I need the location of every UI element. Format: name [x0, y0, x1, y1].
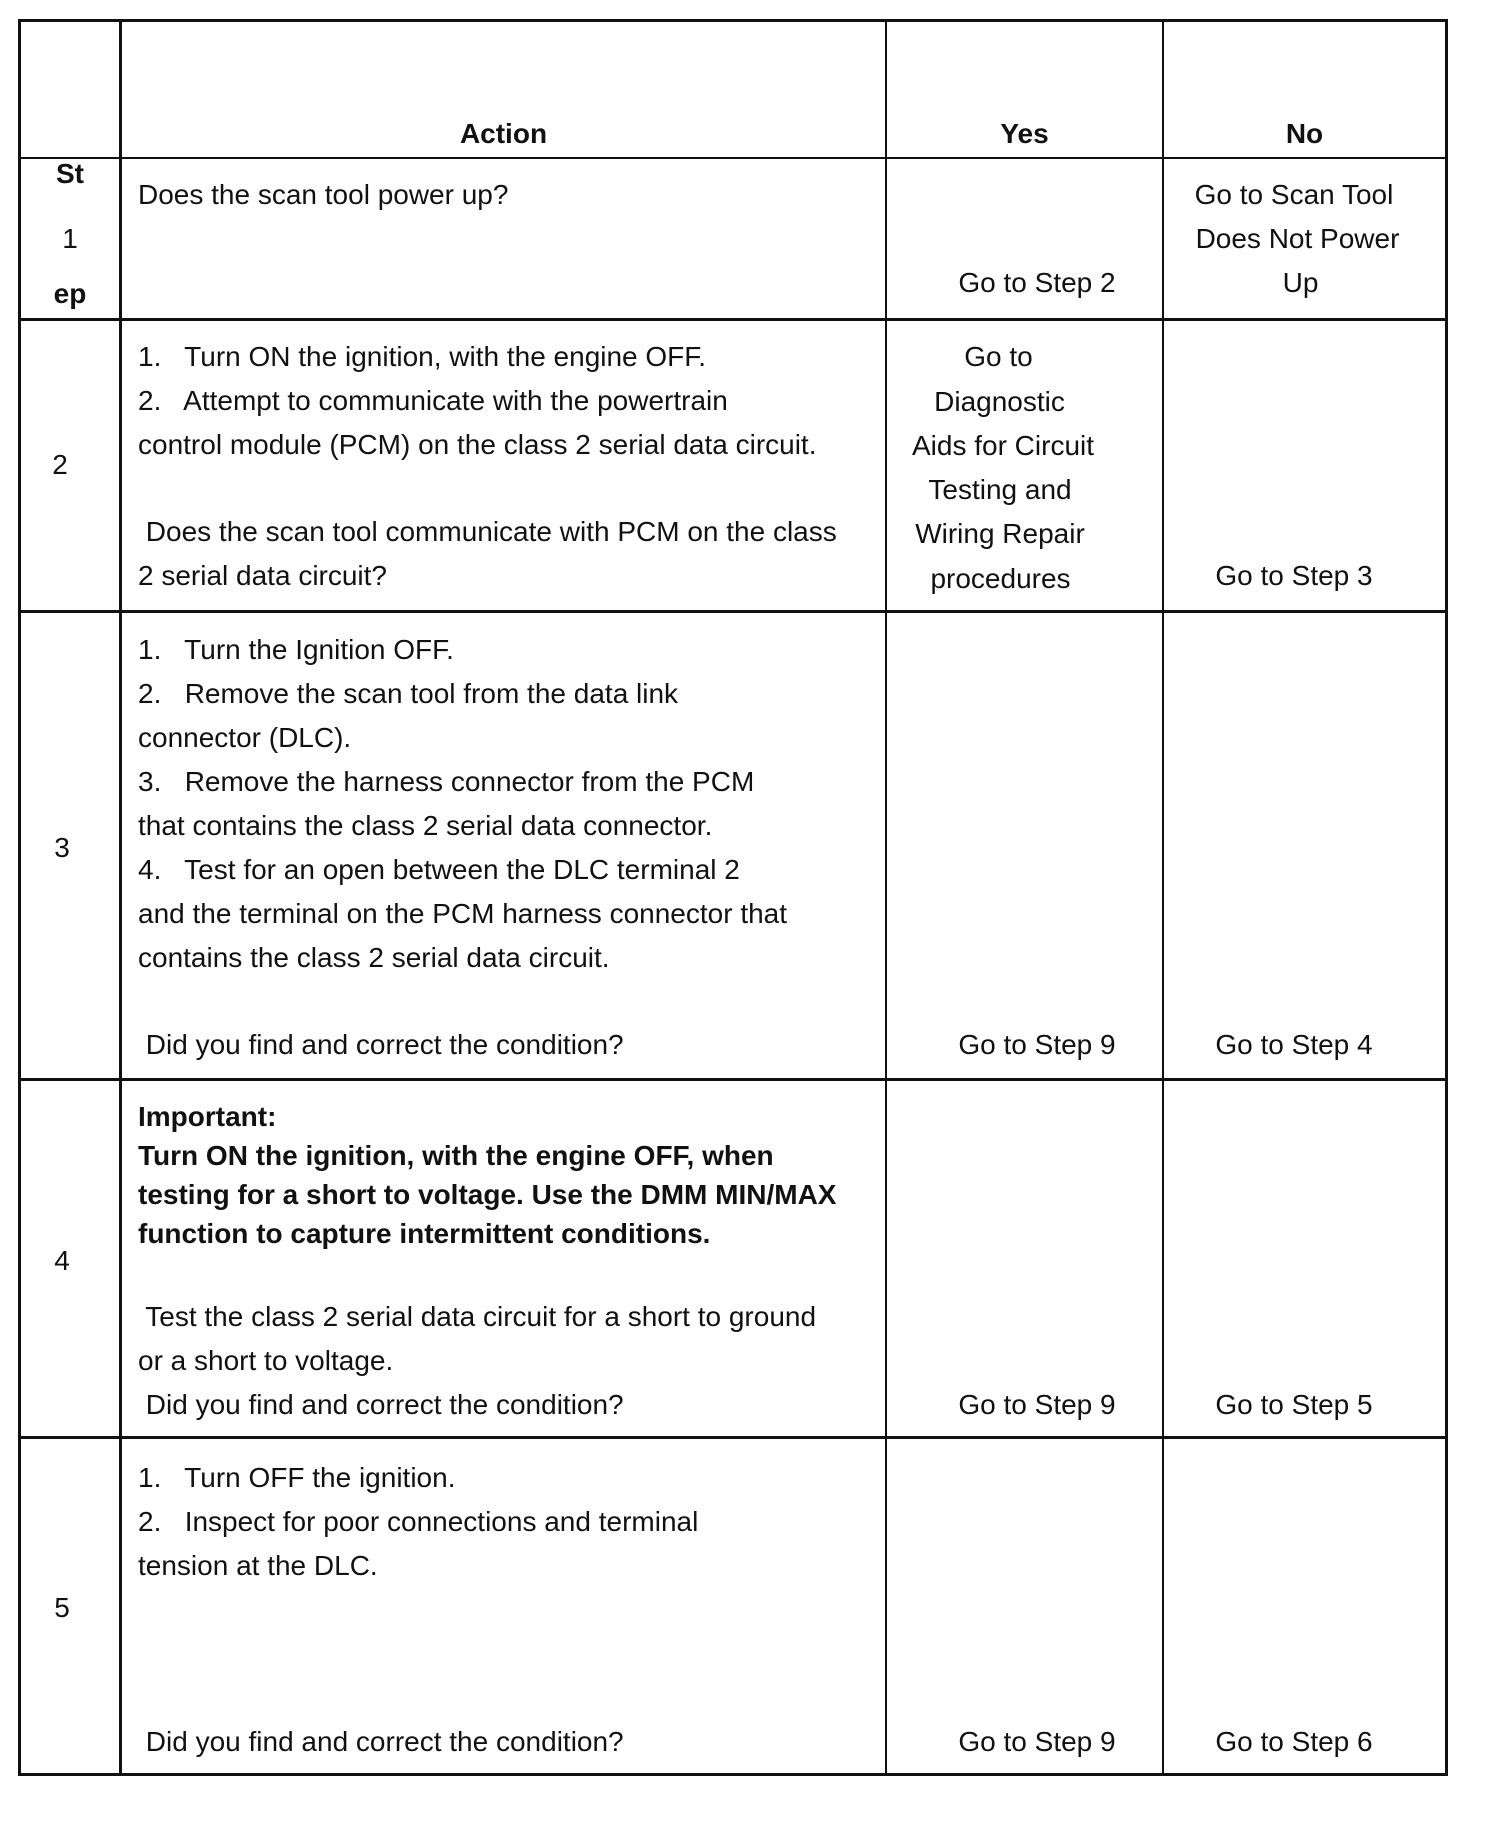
important-note: testing for a short to voltage. Use the DMM MIN/MAX [138, 1179, 837, 1210]
table-border-top [18, 19, 1448, 22]
header-step-line: St [56, 158, 84, 189]
action-line: tension at the DLC. [138, 1550, 378, 1581]
action-line: 2. Remove the scan tool from the data link [138, 678, 679, 709]
header-step-line: ep [53, 278, 87, 309]
row-divider [18, 610, 1448, 613]
table-border-right [1445, 19, 1448, 1776]
row-divider [18, 1436, 1448, 1439]
action-line: 2. Inspect for poor connections and terminal [138, 1506, 699, 1537]
action-line: 1. Turn OFF the ignition. [138, 1462, 456, 1493]
action-line: 2 serial data circuit? [138, 560, 388, 591]
row-divider [18, 1078, 1448, 1081]
action-line: 1. Turn the Ignition OFF. [138, 634, 454, 665]
action-line: 1. Turn ON the ignition, with the engine OFF. [138, 341, 707, 372]
no-line: Go to Step 5 [1215, 1389, 1373, 1420]
no-line: Go to Scan Tool [1194, 179, 1394, 210]
yes-line: Go to Step 2 [958, 267, 1116, 298]
column-divider [885, 19, 887, 1776]
step-number: 4 [54, 1245, 70, 1276]
yes-line: Go to Step 9 [958, 1029, 1116, 1060]
step-number: 5 [54, 1592, 70, 1623]
action-line: 2. Attempt to communicate with the powertrain [138, 385, 728, 416]
action-line: Did you find and correct the condition? [138, 1029, 624, 1060]
table-border-bottom [18, 1773, 1448, 1776]
no-line: Does Not Power [1195, 223, 1400, 254]
important-note: Turn ON the ignition, with the engine OFF, when [138, 1140, 774, 1171]
no-line: Go to Step 6 [1215, 1726, 1373, 1757]
column-divider [119, 19, 122, 1776]
header-yes: Yes [1000, 118, 1049, 149]
yes-line: Go to Step 9 [958, 1726, 1116, 1757]
important-note: function to capture intermittent conditions. [138, 1218, 711, 1249]
yes-line: Go to [964, 341, 1033, 372]
action-line: control module (PCM) on the class 2 serial data circuit. [138, 429, 817, 460]
action-line: Did you find and correct the condition? [138, 1726, 624, 1757]
no-line: Up [1282, 267, 1319, 298]
step-number: 2 [52, 449, 68, 480]
action-line: 4. Test for an open between the DLC terminal 2 [138, 854, 740, 885]
yes-line: Wiring Repair [915, 518, 1085, 549]
yes-line: Aids for Circuit [911, 430, 1095, 461]
yes-line: procedures [930, 563, 1071, 594]
step-number: 3 [54, 832, 70, 863]
action-line: Does the scan tool power up? [138, 179, 509, 210]
no-line: Go to Step 3 [1215, 560, 1373, 591]
action-line: Does the scan tool communicate with PCM on the class [138, 516, 837, 547]
header-divider [18, 157, 1448, 159]
action-line: contains the class 2 serial data circuit. [138, 942, 610, 973]
yes-line: Go to Step 9 [958, 1389, 1116, 1420]
action-line: connector (DLC). [138, 722, 352, 753]
action-line: and the terminal on the PCM harness connector that [138, 898, 788, 929]
step-number: 1 [62, 223, 78, 254]
row-divider [18, 318, 1448, 321]
header-no: No [1285, 118, 1324, 149]
header-action: Action [459, 118, 548, 149]
action-line: Test the class 2 serial data circuit for a short to ground [138, 1301, 817, 1332]
action-line: 3. Remove the harness connector from the PCM [138, 766, 755, 797]
yes-line: Diagnostic [934, 386, 1065, 417]
no-line: Go to Step 4 [1215, 1029, 1373, 1060]
action-line: Did you find and correct the condition? [138, 1389, 624, 1420]
action-line: that contains the class 2 serial data connector. [138, 810, 713, 841]
yes-line: Testing and [928, 474, 1072, 505]
important-note: Important: [138, 1101, 277, 1132]
action-line: or a short to voltage. [138, 1345, 394, 1376]
